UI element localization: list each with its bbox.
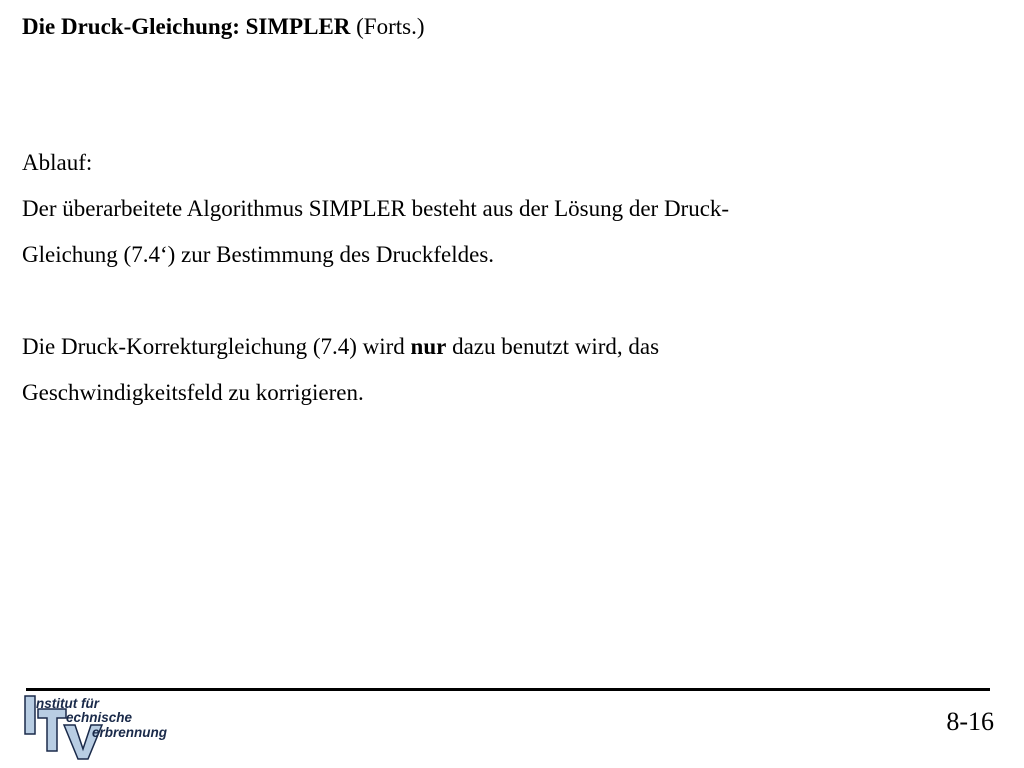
slide-title [22, 12, 425, 42]
body-line-4 [22, 332, 659, 362]
body-line-ablauf: Ablauf: [22, 150, 93, 175]
body-line-4-bold: nur [410, 334, 447, 359]
logo-line-2: echnische [66, 710, 133, 725]
slide-title-rest: (Forts.) [350, 14, 425, 39]
body-line-3: Gleichung (7.4‘) zur Bestimmung des Druckfeldes. [22, 242, 495, 267]
body-line-5: Geschwindigkeitsfeld zu korrigieren. [22, 380, 364, 405]
body-line-4-pre: Die Druck-Korrekturgleichung (7.4) wird [22, 334, 411, 359]
page-number: 8-16 [946, 707, 994, 736]
slide-title-bold: Die Druck-Gleichung: SIMPLER [22, 14, 351, 39]
body-line-4-post: dazu benutzt wird, das [446, 334, 660, 359]
body-line-2: Der überarbeitete Algorithmus SIMPLER besteht aus der Lösung der Druck- [22, 196, 730, 221]
institute-logo [22, 691, 192, 763]
logo-line-1: nstitut für [36, 696, 99, 711]
logo-line-3: erbrennung [92, 725, 168, 740]
